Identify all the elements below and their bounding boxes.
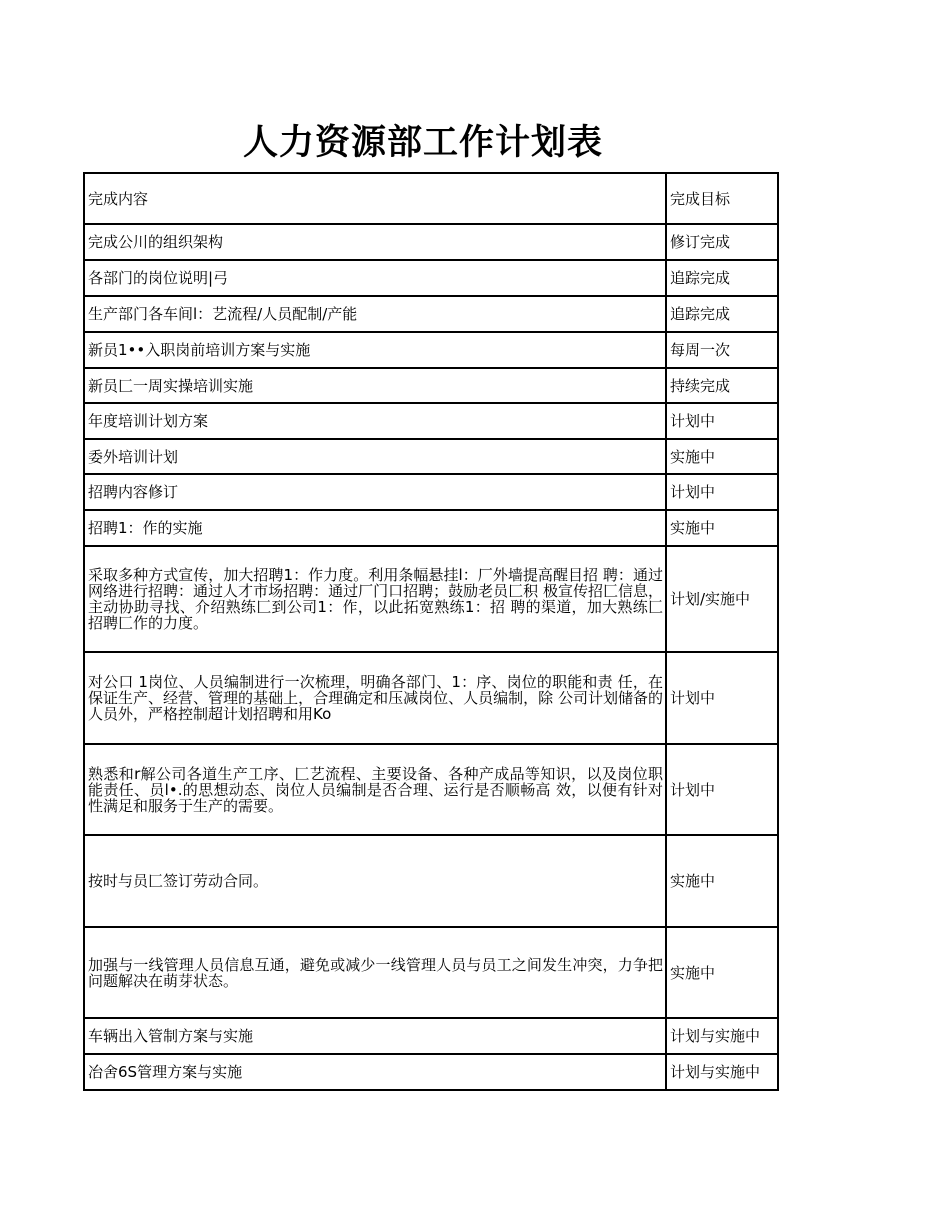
table-row xyxy=(84,403,778,439)
target-cell: 实施中 xyxy=(666,510,778,546)
table-row xyxy=(84,835,778,927)
content-cell: 新员匚一周实操培训实施 xyxy=(84,368,666,403)
content-cell: 年度培训计划方案 xyxy=(84,403,666,439)
content-cell: 新员1••入职岗前培训方案与实施 xyxy=(84,332,666,368)
target-cell: 计划中 xyxy=(666,474,778,510)
content-cell: 生产部门各车间l：艺流程/人员配制/产能 xyxy=(84,296,666,332)
page-title: 人力资源部工作计划表 xyxy=(242,123,603,163)
target-cell: 持续完成 xyxy=(666,368,778,403)
target-cell: 实施中 xyxy=(666,439,778,474)
content-cell: 采取多种方式宣传，加大招聘1：作力度。利用条幅悬挂l：厂外墙提高醒目招 聘：通过网络进行招聘：通过人才市场招聘：通过厂门口招聘；鼓励老员匚积 极宣传招匚信息，主动协助寻找、介绍熟练匚到公司1：作，以此拓宽熟练1：招 聘的渠道，加大熟练匚招聘匚作的力度。 xyxy=(84,546,666,652)
content-cell: 各部门的岗位说明|弓 xyxy=(84,260,666,296)
target-cell: 追踪完成 xyxy=(666,260,778,296)
table-row xyxy=(84,927,778,1018)
table-row xyxy=(84,744,778,835)
content-cell: 按时与员匚签订劳动合同。 xyxy=(84,835,666,927)
table-row xyxy=(84,332,778,368)
content-cell: 熟悉和r解公司各道生产工序、匚艺流程、主要设备、各种产成品等知识，以及岗位职能责任、员l•.的思想动态、岗位人员编制是否合理、运行是否顺畅高 效，以便有针对性满足和服务于生产的需要。 xyxy=(84,744,666,835)
content-cell: 完成公川的组织架构 xyxy=(84,224,666,260)
target-cell: 实施中 xyxy=(666,835,778,927)
table-row xyxy=(84,224,778,260)
table-row xyxy=(84,1018,778,1054)
target-cell: 计划/实施中 xyxy=(666,546,778,652)
content-cell: 冶舍6S管理方案与实施 xyxy=(84,1054,666,1090)
header-target-cell: 完成目标 xyxy=(666,173,778,224)
table-row xyxy=(84,546,778,652)
table-row xyxy=(84,510,778,546)
table-row xyxy=(84,474,778,510)
header-content-cell: 完成内容 xyxy=(84,173,666,224)
content-cell: 车辆出入管制方案与实施 xyxy=(84,1018,666,1054)
table-row xyxy=(84,1054,778,1090)
table-header-row xyxy=(84,173,778,224)
content-cell: 委外培训计划 xyxy=(84,439,666,474)
target-cell: 计划与实施中 xyxy=(666,1054,778,1090)
target-cell: 计划中 xyxy=(666,652,778,744)
content-cell: 对公口 1岗位、人员编制进行一次梳理，明确各部门、1：序、岗位的职能和责 任，在保证生产、经营、管理的基础上，合理确定和压减岗位、人员编制，除 公司计划储备的人员外，严格控制超计划招聘和用Ko xyxy=(84,652,666,744)
table-row xyxy=(84,652,778,744)
work-plan-table xyxy=(83,172,779,1091)
target-cell: 计划与实施中 xyxy=(666,1018,778,1054)
target-cell: 每周一次 xyxy=(666,332,778,368)
table-row xyxy=(84,296,778,332)
content-cell: 加强与一线管理人员信息互通，避免或减少一线管理人员与员工之间发生冲突，力争把问题解决在萌芽状态。 xyxy=(84,927,666,1018)
table-row xyxy=(84,439,778,474)
target-cell: 计划中 xyxy=(666,744,778,835)
target-cell: 实施中 xyxy=(666,927,778,1018)
target-cell: 修订完成 xyxy=(666,224,778,260)
table-row xyxy=(84,260,778,296)
content-cell: 招聘内容修订 xyxy=(84,474,666,510)
content-cell: 招聘1：作的实施 xyxy=(84,510,666,546)
target-cell: 计划中 xyxy=(666,403,778,439)
table-row xyxy=(84,368,778,403)
target-cell: 追踪完成 xyxy=(666,296,778,332)
